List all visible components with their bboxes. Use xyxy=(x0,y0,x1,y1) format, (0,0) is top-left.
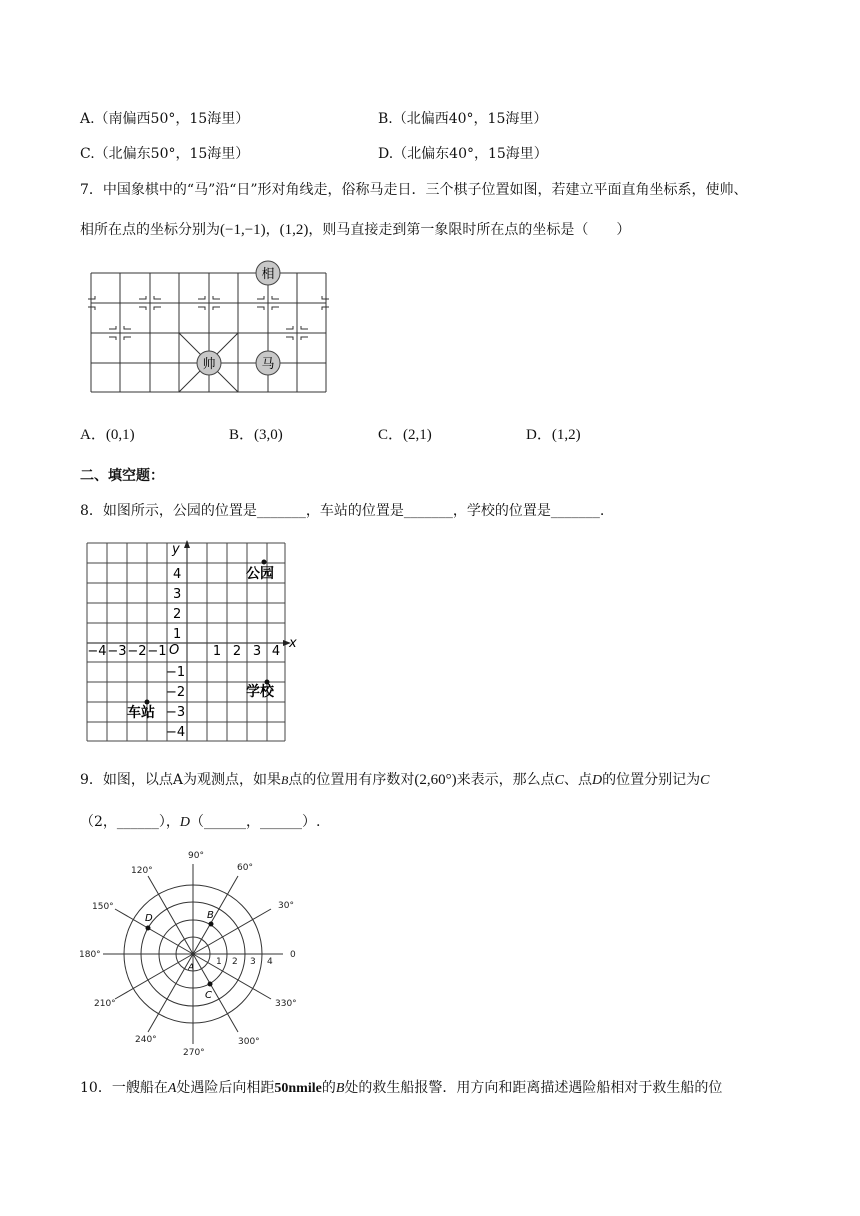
svg-text:330°: 330° xyxy=(275,999,297,1009)
svg-text:−2: −2 xyxy=(166,685,186,700)
school-label: 学校 xyxy=(246,684,274,700)
q6-option-b: B.（北偏西40°，15海里） xyxy=(378,111,548,127)
svg-text:y: y xyxy=(172,542,180,557)
svg-text:−1: −1 xyxy=(147,644,167,659)
svg-text:270°: 270° xyxy=(183,1048,205,1058)
section-heading: 二、填空题： xyxy=(80,468,164,484)
svg-text:30°: 30° xyxy=(278,901,294,911)
svg-text:x: x xyxy=(289,636,297,651)
svg-text:−4: −4 xyxy=(166,725,186,740)
svg-text:1: 1 xyxy=(173,627,182,642)
q7-line2: 相所在点的坐标分别为(−1,−1)，(1,2)，则马直接走到第一象限时所在点的坐标是（ ） xyxy=(80,222,631,238)
q8-coordinate-grid xyxy=(80,536,300,748)
svg-text:4: 4 xyxy=(267,957,273,967)
point-c xyxy=(208,982,213,987)
svg-text:相: 相 xyxy=(261,267,275,282)
svg-text:2: 2 xyxy=(232,644,242,659)
q8-text: 8．如图所示，公园的位置是_______，车站的位置是_______，学校的位置是_______. xyxy=(80,503,605,519)
svg-text:3: 3 xyxy=(250,957,256,967)
q7-option-d: D．(1,2) xyxy=(526,427,581,443)
station-point xyxy=(145,700,150,705)
q10-text: 10．一艘船在A处遇险后向相距50nmile的B处的救生船报警．用方向和距离描述遇险船相对于救生船的位 xyxy=(80,1080,723,1096)
svg-text:90°: 90° xyxy=(188,851,204,861)
point-b xyxy=(209,922,214,927)
q6-option-a: A.（南偏西50°，15海里） xyxy=(80,111,250,127)
svg-text:240°: 240° xyxy=(135,1035,157,1045)
q7-option-c: C．(2,1) xyxy=(378,427,432,443)
svg-text:4: 4 xyxy=(271,644,281,659)
svg-text:300°: 300° xyxy=(238,1037,260,1047)
q7-line1: 7．中国象棋中的“马”沿“日”形对角线走，俗称马走日．三个棋子位置如图，若建立平面直角坐标系，使帅、 xyxy=(80,182,748,198)
svg-text:0: 0 xyxy=(290,950,296,960)
chess-board-figure xyxy=(86,258,336,398)
point-d xyxy=(146,926,151,931)
svg-text:−1: −1 xyxy=(166,665,186,680)
piece-shuai xyxy=(197,351,221,375)
svg-text:帅: 帅 xyxy=(202,357,216,372)
q6-option-d: D.（北偏东40°，15海里） xyxy=(378,146,548,162)
park-label: 公园 xyxy=(246,566,274,582)
svg-text:3: 3 xyxy=(252,644,262,659)
q6-option-c: C.（北偏东50°，15海里） xyxy=(80,146,250,162)
svg-text:4: 4 xyxy=(173,567,182,582)
svg-text:150°: 150° xyxy=(92,902,114,912)
point-a-label: A xyxy=(188,963,195,973)
svg-text:3: 3 xyxy=(173,587,182,602)
point-d-label: D xyxy=(145,913,153,924)
svg-text:60°: 60° xyxy=(237,863,253,873)
svg-text:−3: −3 xyxy=(107,644,127,659)
svg-text:1: 1 xyxy=(212,644,222,659)
q9-polar-figure xyxy=(76,845,316,1065)
svg-text:−4: −4 xyxy=(87,644,107,659)
point-c-label: C xyxy=(205,990,212,1001)
piece-xiang xyxy=(256,261,280,285)
park-point xyxy=(262,560,267,565)
svg-text:2: 2 xyxy=(232,957,238,967)
svg-text:−2: −2 xyxy=(127,644,147,659)
svg-text:O: O xyxy=(169,643,180,658)
q9-line1: 9．如图，以点A为观测点，如果B点的位置用有序数对(2,60°)来表示，那么点C、点D的位置分别记为C xyxy=(80,772,710,788)
station-label: 车站 xyxy=(127,705,155,721)
svg-text:210°: 210° xyxy=(94,999,116,1009)
q9-line2: （2，______），D（______，______）. xyxy=(80,814,321,830)
svg-text:120°: 120° xyxy=(131,866,153,876)
svg-text:−3: −3 xyxy=(166,705,186,720)
q7-option-b: B．(3,0) xyxy=(229,427,283,443)
q7-option-a: A．(0,1) xyxy=(80,427,135,443)
piece-ma xyxy=(256,351,280,375)
point-b-label: B xyxy=(207,910,214,921)
svg-text:2: 2 xyxy=(173,607,182,622)
svg-text:180°: 180° xyxy=(79,950,101,960)
svg-text:1: 1 xyxy=(216,957,222,967)
svg-text:马: 马 xyxy=(261,357,275,372)
